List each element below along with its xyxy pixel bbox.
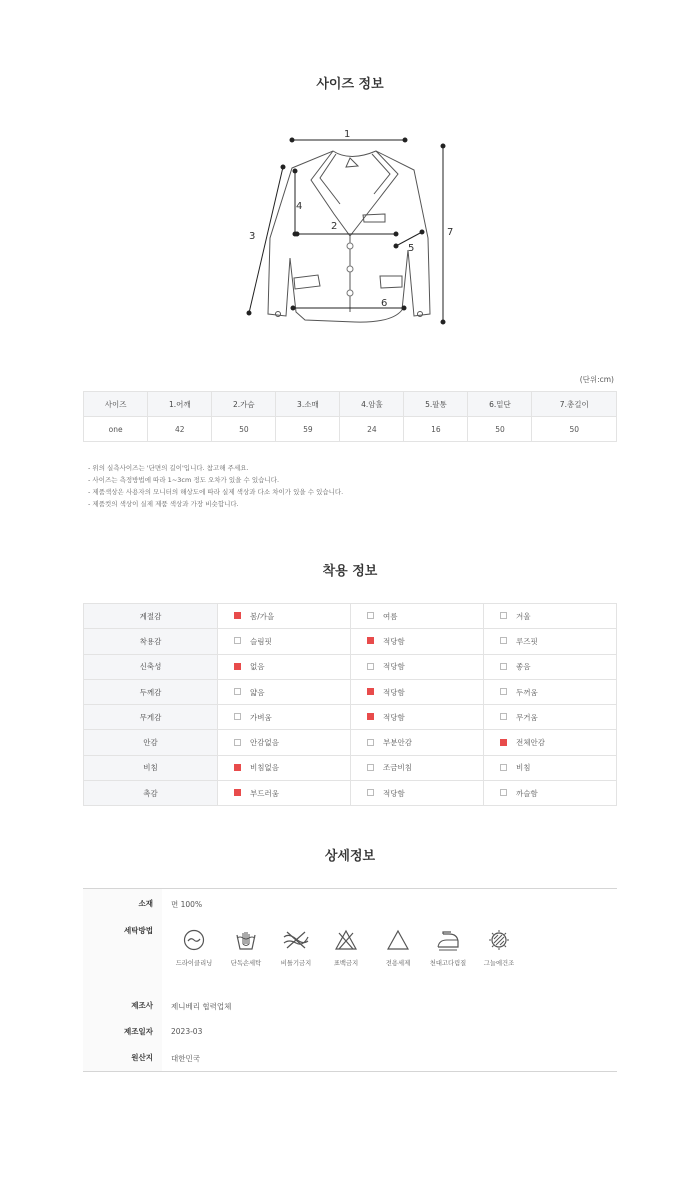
care-item (268, 929, 324, 967)
fit-option (484, 730, 617, 755)
checked-box-icon (367, 713, 374, 720)
diagram-label-3: 3 (249, 231, 256, 242)
size-header-cell: 4.암홀 (340, 392, 404, 417)
checked-box-icon (367, 688, 374, 695)
detail-label-column (83, 889, 162, 1071)
fit-option-label: 적당함 (383, 712, 405, 722)
care-item (370, 929, 426, 967)
care-label: 단독손세탁 (230, 960, 262, 967)
fit-row-label: 촉감 (84, 781, 218, 806)
unchecked-box-icon (500, 663, 507, 670)
detergent-icon (387, 929, 409, 951)
fit-option-label: 부분안감 (383, 738, 412, 748)
size-table (83, 391, 617, 442)
fit-option-label: 적당함 (383, 636, 405, 646)
table-row (84, 604, 617, 629)
fit-option (351, 755, 484, 780)
fit-option (484, 705, 617, 730)
fit-row-label: 계절감 (84, 604, 218, 629)
fit-option-label: 비침 (516, 763, 531, 773)
hand-wash-icon (235, 929, 257, 951)
size-header-cell: 사이즈 (84, 392, 148, 417)
iron-icon (435, 929, 461, 951)
fit-option-label: 부드러움 (250, 788, 279, 798)
fit-option (218, 654, 351, 679)
care-label: 드라이클리닝 (175, 960, 213, 967)
fit-option-label: 적당함 (383, 788, 405, 798)
size-cell: 59 (276, 417, 340, 442)
material-label: 소재 (138, 899, 153, 908)
fit-option (351, 604, 484, 629)
unchecked-box-icon (500, 789, 507, 796)
unchecked-box-icon (500, 764, 507, 771)
note-line: - 사이즈는 측정방법에 따라 1~3cm 정도 오차가 있을 수 있습니다. (88, 476, 280, 484)
fit-option-label: 좋음 (516, 662, 531, 672)
checked-box-icon (234, 764, 241, 771)
unit-label: (단위:cm) (579, 375, 614, 384)
size-cell: 42 (148, 417, 212, 442)
care-label: 천대고다림질 (429, 960, 467, 967)
fit-option (218, 781, 351, 806)
fit-info-title: 착용 정보 (322, 564, 378, 579)
note-line: - 제품컷의 색상이 실제 제품 색상과 가장 비슷합니다. (88, 500, 239, 508)
care-label: 표백금지 (333, 960, 359, 967)
table-row (84, 781, 617, 806)
unchecked-box-icon (234, 739, 241, 746)
unchecked-box-icon (367, 612, 374, 619)
diagram-label-7: 7 (447, 227, 454, 238)
fit-row-label: 안감 (84, 730, 218, 755)
checked-box-icon (234, 789, 241, 796)
maker-value: 제니베리 협력업체 (171, 1002, 232, 1011)
origin-value: 대한민국 (171, 1054, 200, 1063)
note-line: - 위의 실측사이즈는 '단면의 길이'입니다. 참고해 주세요. (88, 464, 249, 472)
size-cell: 16 (404, 417, 468, 442)
fit-option (484, 679, 617, 704)
fit-option (351, 730, 484, 755)
fit-option-label: 두꺼움 (516, 687, 538, 697)
fit-option (484, 781, 617, 806)
care-item (471, 929, 527, 967)
fit-option (484, 755, 617, 780)
fit-option (351, 679, 484, 704)
fit-row-label: 신축성 (84, 654, 218, 679)
unchecked-box-icon (500, 637, 507, 644)
fit-option-label: 적당함 (383, 662, 405, 672)
shade-dry-icon (488, 929, 510, 951)
unchecked-box-icon (367, 739, 374, 746)
checked-box-icon (500, 739, 507, 746)
fit-option-label: 루즈핏 (516, 636, 538, 646)
fit-option (218, 705, 351, 730)
note-line: - 제품색상은 사용자의 모니터의 해상도에 따라 실제 색상과 다소 차이가 있을 수 있습니다. (88, 488, 344, 496)
fit-table (83, 603, 617, 806)
checked-box-icon (367, 637, 374, 644)
size-cell: 50 (532, 417, 617, 442)
origin-label: 원산지 (131, 1053, 153, 1062)
care-item (218, 929, 274, 967)
diagram-label-4: 4 (296, 201, 303, 212)
care-label: 전용세제 (385, 960, 411, 967)
fit-option (351, 629, 484, 654)
fit-option (351, 781, 484, 806)
fit-option-label: 겨울 (516, 611, 531, 621)
fit-option-label: 비침없음 (250, 763, 279, 773)
fit-option (351, 705, 484, 730)
unchecked-box-icon (500, 688, 507, 695)
table-row (84, 705, 617, 730)
size-header-cell: 6.밑단 (468, 392, 532, 417)
fit-option-label: 적당함 (383, 687, 405, 697)
unchecked-box-icon (234, 637, 241, 644)
fit-option-label: 조금비침 (383, 763, 412, 773)
material-value: 면 100% (171, 900, 203, 909)
size-header-cell: 7.총길이 (532, 392, 617, 417)
fit-option-label: 여름 (383, 611, 398, 621)
fit-option (218, 755, 351, 780)
checked-box-icon (234, 612, 241, 619)
unchecked-box-icon (367, 764, 374, 771)
fit-option-label: 얇음 (250, 687, 265, 697)
fit-option (484, 604, 617, 629)
jacket-size-diagram (230, 118, 470, 333)
fit-row-label: 비침 (84, 755, 218, 780)
care-item (420, 929, 476, 967)
unchecked-box-icon (500, 612, 507, 619)
fit-option-label: 전체안감 (516, 738, 545, 748)
size-table-header (84, 392, 617, 417)
size-cell: 24 (340, 417, 404, 442)
table-row (84, 755, 617, 780)
dry-clean-icon (183, 929, 205, 951)
care-label: 비틀기금지 (280, 960, 312, 967)
fit-option-label: 무거움 (516, 712, 538, 722)
care-item (318, 929, 374, 967)
unchecked-box-icon (234, 688, 241, 695)
diagram-label-2: 2 (331, 221, 338, 232)
diagram-label-5: 5 (408, 243, 415, 254)
detail-info-title: 상세정보 (324, 849, 376, 864)
fit-option-label: 안감없음 (250, 738, 279, 748)
unchecked-box-icon (367, 663, 374, 670)
fit-option (484, 629, 617, 654)
table-row (84, 679, 617, 704)
fit-option (218, 629, 351, 654)
table-row (84, 417, 617, 442)
size-info-title: 사이즈 정보 (316, 77, 384, 92)
no-wring-icon (282, 929, 310, 951)
size-header-cell: 5.팔통 (404, 392, 468, 417)
fit-option (218, 604, 351, 629)
maker-label: 제조사 (131, 1001, 153, 1010)
fit-option-label: 없음 (250, 662, 265, 672)
fit-option (218, 679, 351, 704)
table-row (84, 730, 617, 755)
unchecked-box-icon (234, 713, 241, 720)
divider (83, 1071, 617, 1072)
date-label: 제조일자 (124, 1027, 153, 1036)
table-row (84, 629, 617, 654)
no-bleach-icon (335, 929, 357, 951)
care-item (166, 929, 222, 967)
diagram-label-6: 6 (381, 298, 388, 309)
size-notes (88, 462, 343, 510)
fit-option (218, 730, 351, 755)
fit-option (484, 654, 617, 679)
diagram-label-1: 1 (344, 129, 351, 140)
fit-option-label: 봄/가을 (250, 611, 275, 621)
size-cell: 50 (212, 417, 276, 442)
checked-box-icon (234, 663, 241, 670)
size-header-cell: 3.소매 (276, 392, 340, 417)
size-header-cell: 2.가슴 (212, 392, 276, 417)
fit-option-label: 슬림핏 (250, 636, 272, 646)
date-value: 2023-03 (171, 1027, 203, 1036)
fit-row-label: 착용감 (84, 629, 218, 654)
size-header-cell: 1.어깨 (148, 392, 212, 417)
unchecked-box-icon (500, 713, 507, 720)
size-cell: 50 (468, 417, 532, 442)
washing-label: 세탁방법 (124, 926, 153, 935)
fit-option-label: 까슬함 (516, 788, 538, 798)
fit-row-label: 두께감 (84, 679, 218, 704)
size-cell: one (84, 417, 148, 442)
fit-option-label: 가벼움 (250, 712, 272, 722)
table-row (84, 654, 617, 679)
fit-row-label: 무게감 (84, 705, 218, 730)
unchecked-box-icon (367, 789, 374, 796)
fit-option (351, 654, 484, 679)
care-label: 그늘에건조 (483, 960, 515, 967)
divider (83, 888, 617, 889)
